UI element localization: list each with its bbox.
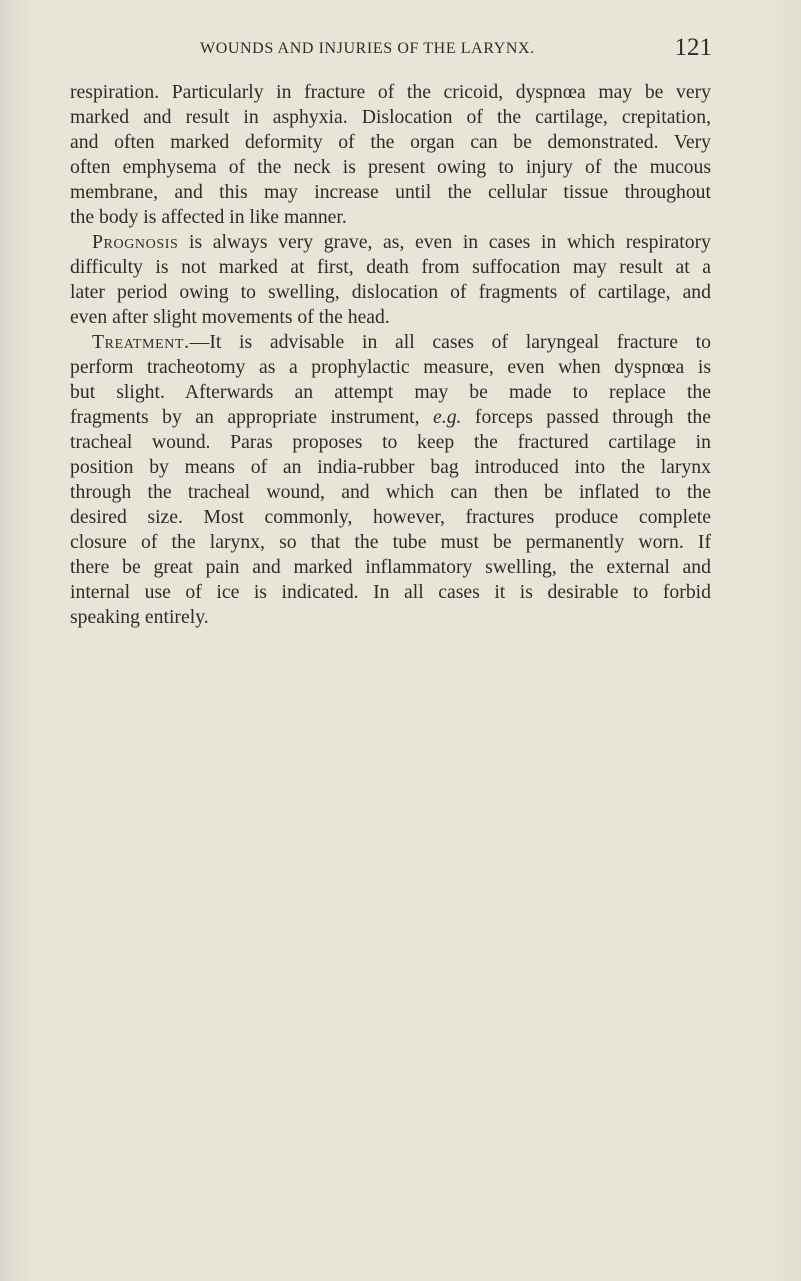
text-fragment: fragments by an appropriate instrument, xyxy=(70,406,434,428)
text-line: there be great pain and marked inflammatory swelling, the external and xyxy=(70,556,711,578)
text-line: through the tracheal wound, and which can then be inflated to the xyxy=(70,481,711,503)
text-line: later period owing to swelling, dislocation of fragments of cartilage, and xyxy=(70,281,711,303)
text-line xyxy=(70,405,711,430)
text-fragment: forceps passed through the xyxy=(461,406,711,428)
text-fragment: —It is advisable in all cases of laryngeal fracture to xyxy=(189,331,711,353)
prognosis-paragraph-first-line xyxy=(70,230,711,255)
text-line: difficulty is not marked at first, death from suffocation may result at a xyxy=(70,256,711,278)
text-line: marked and result in asphyxia. Dislocation of the cartilage, crepitation, xyxy=(70,106,711,128)
treatment-heading: Treatment. xyxy=(92,331,190,353)
text-line: closure of the larynx, so that the tube must be permanently worn. If xyxy=(70,531,711,553)
text-line: membrane, and this may increase until the cellular tissue throughout xyxy=(70,181,711,203)
prognosis-heading: Prognosis xyxy=(92,231,179,253)
text-line: desired size. Most commonly, however, fractures produce complete xyxy=(70,506,711,528)
page-number: 121 xyxy=(674,34,712,61)
text-line: and often marked deformity of the organ can be demonstrated. Very xyxy=(70,131,711,153)
running-title: WOUNDS AND INJURIES OF THE LARYNX. xyxy=(200,40,535,57)
text-line: internal use of ice is indicated. In all cases it is desirable to forbid xyxy=(70,581,711,603)
text-line: perform tracheotomy as a prophylactic measure, even when dyspnœa is xyxy=(70,356,711,378)
treatment-paragraph-first-line xyxy=(70,330,711,355)
body-text xyxy=(70,80,711,630)
text-line: even after slight movements of the head. xyxy=(70,306,390,328)
running-head xyxy=(70,36,710,66)
text-line: position by means of an india-rubber bag introduced into the larynx xyxy=(70,456,711,478)
text-line: speaking entirely. xyxy=(70,606,209,628)
text-fragment: is always very grave, as, even in cases in which respiratory xyxy=(178,231,711,253)
text-line: but slight. Afterwards an attempt may be made to replace the xyxy=(70,381,711,403)
text-line: the body is affected in like manner. xyxy=(70,206,347,228)
italic-abbreviation: e.g. xyxy=(433,406,462,428)
text-line: tracheal wound. Paras proposes to keep the fractured cartilage in xyxy=(70,431,711,453)
text-line: often emphysema of the neck is present owing to injury of the mucous xyxy=(70,156,711,178)
text-line: respiration. Particularly in fracture of the cricoid, dyspnœa may be very xyxy=(70,81,711,103)
